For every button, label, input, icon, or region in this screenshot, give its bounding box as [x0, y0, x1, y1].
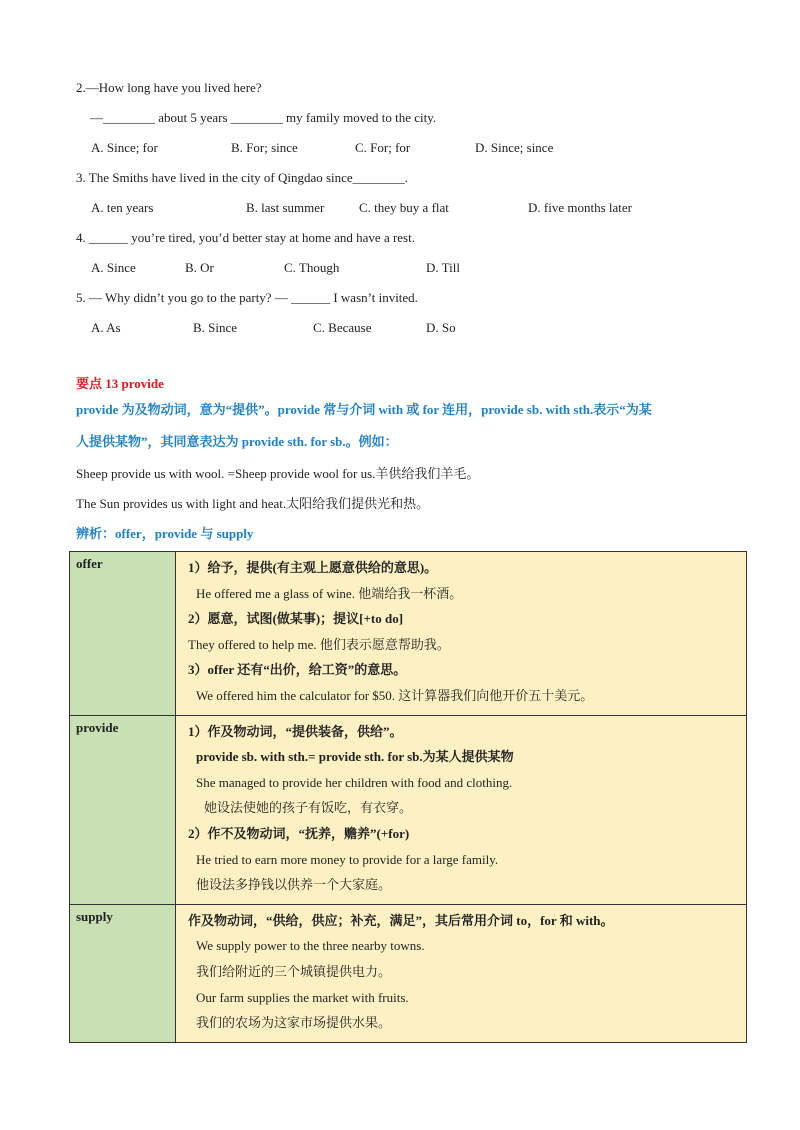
table-line: 3）offer 还有“出价，给工资”的意思。 [188, 662, 407, 678]
table-cell-description [176, 715, 747, 904]
table-line: 2）愿意，试图(做某事)；提议[+to do] [188, 611, 404, 627]
table-line: He offered me a glass of wine. 他端给我一杯酒。 [196, 585, 463, 601]
question-4-option-b: B. Or [185, 260, 214, 275]
table-line: She managed to provide her children with food and clothing. [196, 774, 513, 790]
table-line: provide sb. with sth.= provide sth. for sb.为某人提供某物 [196, 749, 514, 765]
table-cell-word: provide [70, 715, 176, 904]
question-2-option-d: D. Since; since [475, 140, 554, 155]
question-3-stem: 3. The Smiths have lived in the city of Qingdao since________. [76, 170, 408, 185]
table-line: They offered to help me. 他们表示愿意帮助我。 [188, 636, 450, 652]
table-line: 她设法使她的孩子有饭吃，有衣穿。 [204, 800, 413, 816]
question-4-option-d: D. Till [426, 260, 460, 275]
compare-title: 辨析：offer，provide 与 supply [76, 526, 254, 541]
point-heading: 要点 13 provide [76, 376, 164, 391]
table-row-supply [70, 904, 747, 1042]
table-line: 1）作及物动词，“提供装备，供给”。 [188, 723, 403, 739]
table-cell-description [176, 904, 747, 1042]
question-2-answer-line: —________ about 5 years ________ my family moved to the city. [90, 110, 437, 125]
question-2-stem: 2.—How long have you lived here? [76, 80, 262, 95]
comparison-table [69, 551, 747, 1043]
question-5-stem: 5. — Why didn’t you go to the party? — ______ I wasn’t invited. [76, 290, 418, 305]
table-line: 作及物动词，“供给，供应；补充，满足”，其后常用介词 to，for 和 with。 [188, 912, 614, 928]
question-3-option-d: D. five months later [528, 200, 632, 215]
example-sentence-2: The Sun provides us with light and heat.太阳给我们提供光和热。 [76, 496, 430, 511]
question-5-option-b: B. Since [193, 320, 238, 335]
question-2-option-a: A. Since; for [91, 140, 158, 155]
question-4-stem: 4. ______ you’re tired, you’d better stay at home and have a rest. [76, 230, 415, 245]
question-2-option-b: B. For; since [231, 140, 298, 155]
table-line: 我们给附近的三个城镇提供电力。 [196, 963, 392, 979]
question-2-option-c: C. For; for [355, 140, 411, 155]
example-sentence-1: Sheep provide us with wool. =Sheep provide wool for us.羊供给我们羊毛。 [76, 466, 480, 481]
table-line: 我们的农场为这家市场提供水果。 [196, 1015, 392, 1031]
comparison-table-body [70, 552, 747, 1043]
question-5-option-c: C. Because [313, 320, 372, 335]
question-5-option-a: A. As [91, 320, 121, 335]
table-cell-word: offer [70, 552, 176, 716]
table-line: Our farm supplies the market with fruits. [196, 989, 409, 1005]
table-row-offer [70, 552, 747, 716]
point-description-line-2: 人提供某物”，其同意表达为 provide sth. for sb.。例如： [76, 434, 398, 449]
table-line: 他设法多挣钱以供养一个大家庭。 [196, 877, 392, 893]
point-description-line-1: provide 为及物动词，意为“提供”。provide 常与介词 with 或 for 连用，provide sb. with sth.表示“为某 [76, 402, 652, 417]
table-line: We supply power to the three nearby towns. [196, 938, 425, 954]
question-4-option-a: A. Since [91, 260, 136, 275]
question-3-option-b: B. last summer [246, 200, 325, 215]
table-line: 2）作不及物动词，“抚养，赡养”(+for) [188, 825, 410, 841]
question-4-option-c: C. Though [284, 260, 340, 275]
table-line: He tried to earn more money to provide for a large family. [196, 851, 499, 867]
table-line: 1）给予，提供(有主观上愿意供给的意思)。 [188, 560, 438, 575]
question-5-option-d: D. So [426, 320, 456, 335]
table-row-provide [70, 715, 747, 904]
table-line: We offered him the calculator for $50. 这计算器我们向他开价五十美元。 [196, 687, 594, 703]
table-cell-description [176, 552, 747, 716]
question-3-option-c: C. they buy a flat [359, 200, 449, 215]
table-cell-word: supply [70, 904, 176, 1042]
question-3-option-a: A. ten years [91, 200, 154, 215]
